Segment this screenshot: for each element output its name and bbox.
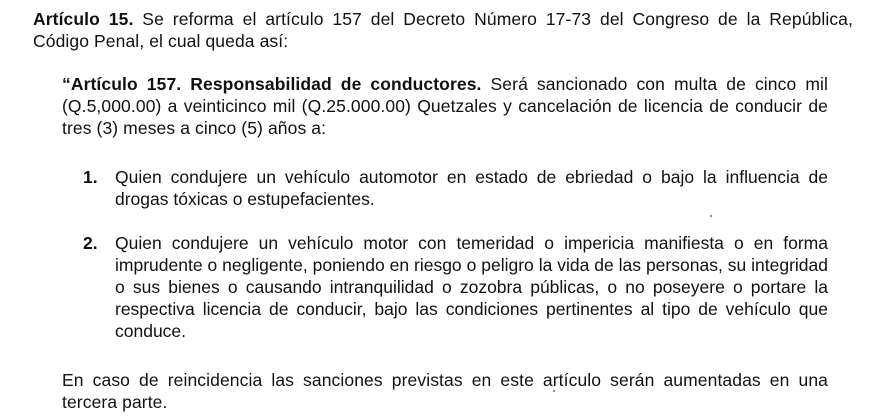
recidivism-text: En caso de reincidencia las sanciones previstas en este artículo serán aumentadas en una tercera parte. — [62, 370, 828, 412]
list-item-text: Quien condujere un vehículo automotor en estado de ebriedad o bajo la influencia de drogas tóxicas o estupefacientes. — [115, 167, 828, 209]
article-15-paragraph — [33, 8, 853, 52]
list-item-number: 1. — [83, 167, 98, 187]
article-157-text: Será sancionado con multa de cinco mil (Q.5,000.00) a veinticinco mil (Q.25.000.00) Quetzales y cancelación de licencia de conducir de tres (3) meses a cinco (5) años a: — [62, 74, 828, 138]
list-item — [83, 166, 828, 210]
article-157-heading: “Artículo 157. Responsabilidad de conductores. — [62, 74, 482, 94]
list-item-text: Quien condujere un vehículo motor con temeridad o impericia manifiesta o en forma imprudente o negligente, poniendo en riesgo o peligro la vida de las personas, su integridad o sus bienes o causando intranquilidad o zozobra públicas, o no poseyere o portare la respectiva licencia de conducir, bajo las condiciones pertinentes al tipo de vehículo que conduce. — [115, 233, 828, 341]
scan-speck — [710, 215, 712, 217]
list-item-number: 2. — [83, 233, 98, 253]
article-15-heading: Artículo 15. — [33, 9, 134, 29]
article-15-text: Se reforma el artículo 157 del Decreto Número 17-73 del Congreso de la República, Código Penal, el cual queda así: — [33, 9, 853, 51]
scan-speck — [553, 390, 555, 392]
article-157-paragraph — [62, 73, 828, 139]
list-item — [83, 232, 828, 342]
recidivism-paragraph — [62, 369, 828, 413]
